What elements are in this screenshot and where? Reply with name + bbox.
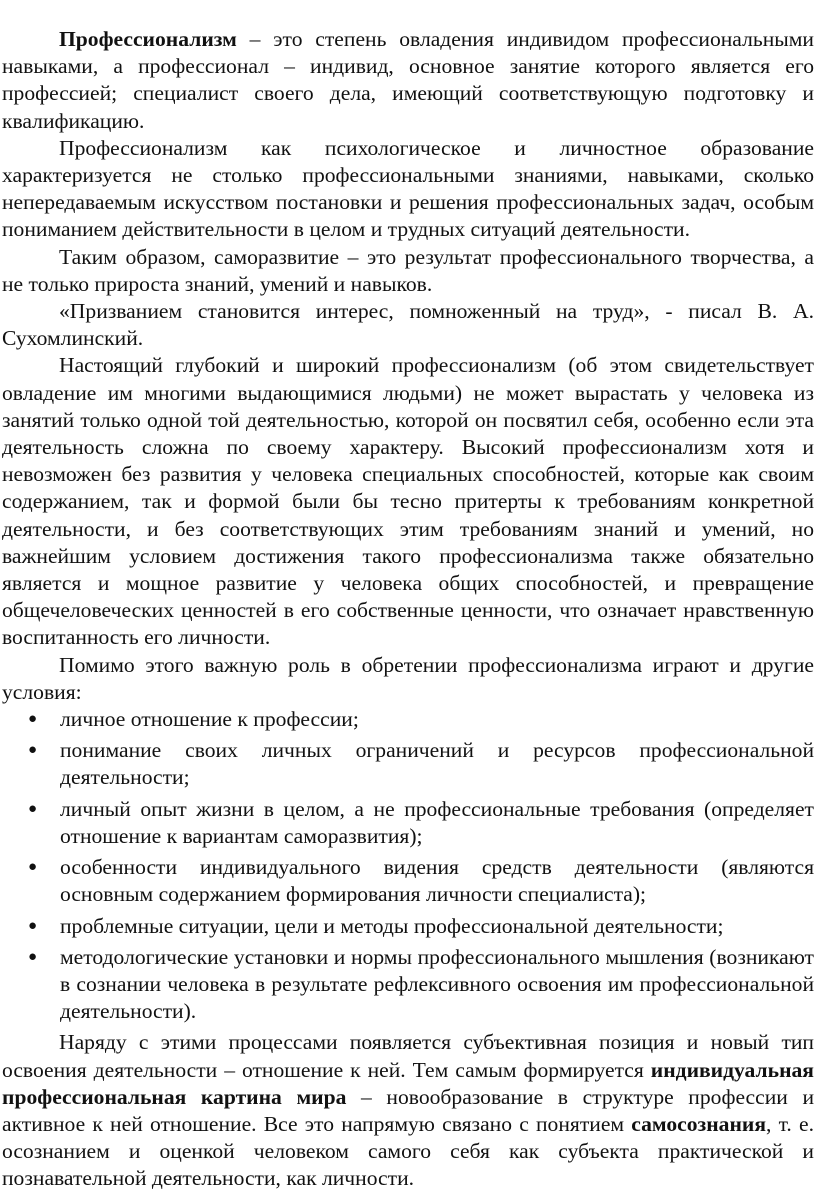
bullet-icon: ● [28,742,38,759]
list-item-text: личный опыт жизни в целом, а не профессиональные требования (определяет отношение к вариантам саморазвития); [60,796,814,848]
paragraph-deep-professionalism: Настоящий глубокий и широкий профессионализм (об этом свидетельствует овладение им многими выдающимися людьми) не может вырастать у человека из занятий только одной той деятельностью, которой он посвятил себя, особенно если эта деятельность сложна по своему характеру. Высокий профессионализм хотя и невозможен без развития у человека специальных способностей, которые как своим содержанием, так и формой были бы тесно притерты к требованиям конкретной деятельности, и без соответствующих этим требованиям знаний и умений, но важнейшим условием достижения такого профессионализма также обязательно является и мощное развитие у человека общих способностей, и превращение общечеловеческих ценностей в его собственные ценности, что означает нравственную воспитанность его личности. [2,353,814,650]
paragraph-quote: «Призванием становится интерес, помноженный на труд», - писал В. А. Сухомлинский. [2,299,814,351]
list-item-text: понимание своих личных ограничений и ресурсов профессиональной деятельности; [60,738,814,790]
list-item [2,796,814,850]
paragraph-characteristics: Профессионализм как психологическое и личностное образование характеризуется не столько профессиональными знаниями, навыками, сколько непередаваемым искусством постановки и решения профессиональных задач, особым пониманием действительности в целом и трудных ситуаций деятельности. [2,135,814,242]
list-item-text: личное отношение к профессии; [60,707,359,732]
list-item [2,854,814,908]
paragraph-conditions-intro: Помимо этого важную роль в обретении профессионализма играют и другие условия: [2,652,814,704]
world-picture-text-3: , т. е. осознанием и оценкой человеком самого себя как субъекта практической и познавательной деятельности, как личности. [2,1111,814,1191]
paragraph-self-development: Таким образом, саморазвитие – это результат профессионального творчества, а не только прироста знаний, умений и навыков. [2,244,814,296]
bullet-icon: ● [28,948,38,965]
world-picture-text-2: – новообразование в структуре профессии и активное к ней отношение. Все это напрямую связано с понятием [2,1084,814,1136]
bullet-icon: ● [28,800,38,817]
list-item-text: методологические установки и нормы профессионального мышления (возникают в сознании человека в результате рефлексивного освоения им профессиональной деятельности). [60,944,814,1024]
term-self-awareness: самосознания [631,1111,767,1136]
bullet-icon: ● [28,711,38,728]
paragraph-definition [2,26,814,135]
list-item [2,737,814,791]
list-item [2,913,814,940]
bullet-icon: ● [28,859,38,876]
list-item-text: особенности индивидуального видения средств деятельности (являются основным содержанием формирования личности специалиста); [60,855,814,907]
list-item [2,706,814,733]
list-item [2,944,814,1026]
term-professionalism: Профессионализм [59,27,237,51]
document-body [2,26,814,1193]
definition-text: – это степень овладения индивидом профессиональными навыками, а профессионал – индивид, основное занятие которого является его профессией; специалист своего дела, имеющий соответствующую подготовку и квалификацию. [2,27,814,133]
conditions-list [2,706,814,1025]
term-world-picture: индивидуальная профессиональная картина мира [2,1057,814,1109]
list-item-text: проблемные ситуации, цели и методы профессиональной деятельности; [60,913,724,938]
bullet-icon: ● [28,917,38,934]
world-picture-text-1: Наряду с этими процессами появляется субъективная позиция и новый тип освоения деятельности – отношение к ней. Тем самым формируется [2,1030,814,1082]
paragraph-world-picture [2,1029,814,1192]
